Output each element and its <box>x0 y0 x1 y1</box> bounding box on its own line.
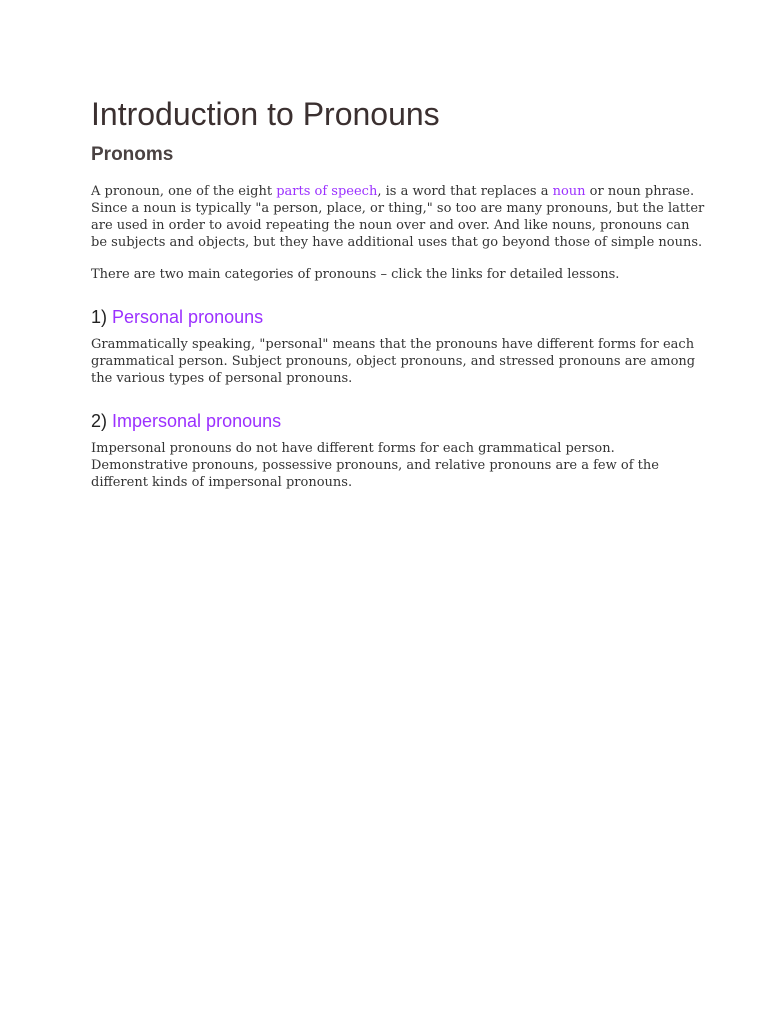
parts-of-speech-link[interactable]: parts of speech <box>276 184 378 199</box>
personal-line-3: the various types of personal pronouns. <box>91 371 353 386</box>
impersonal-pronouns-link[interactable]: Impersonal pronouns <box>112 411 282 431</box>
intro-paragraph <box>91 183 704 251</box>
intro-text: , is a word that replaces a <box>377 184 553 199</box>
intro-line-1 <box>91 183 704 200</box>
personal-line-1: Grammatically speaking, "personal" means that the pronouns have different forms for each <box>91 337 695 352</box>
section-heading-impersonal <box>91 409 281 433</box>
section-heading-personal <box>91 305 263 329</box>
personal-pronouns-paragraph <box>91 336 695 387</box>
impersonal-pronouns-paragraph <box>91 440 659 491</box>
categories-text: There are two main categories of pronouns – click the links for detailed lessons. <box>91 267 620 282</box>
section-number: 2) <box>91 411 113 431</box>
section-number: 1) <box>91 307 113 327</box>
categories-paragraph <box>91 266 619 283</box>
impersonal-line-2: Demonstrative pronouns, possessive pronouns, and relative pronouns are a few of the <box>91 458 659 473</box>
intro-line-4: be subjects and objects, but they have additional uses that go beyond those of simple nouns. <box>91 235 703 250</box>
intro-text: A pronoun, one of the eight <box>91 184 277 199</box>
personal-pronouns-link[interactable]: Personal pronouns <box>112 307 264 327</box>
page-title: Introduction to Pronouns <box>91 96 440 132</box>
impersonal-line-3: different kinds of impersonal pronouns. <box>91 475 353 490</box>
page-subtitle: Pronoms <box>91 144 174 165</box>
intro-line-3: are used in order to avoid repeating the noun over and over. And like nouns, pronouns can <box>91 218 690 233</box>
personal-line-2: grammatical person. Subject pronouns, object pronouns, and stressed pronouns are among <box>91 354 696 369</box>
intro-text: or noun phrase. <box>585 184 695 199</box>
noun-link[interactable]: noun <box>552 184 586 199</box>
intro-line-2: Since a noun is typically "a person, place, or thing," so too are many pronouns, but the latter <box>91 201 705 216</box>
impersonal-line-1: Impersonal pronouns do not have different forms for each grammatical person. <box>91 441 615 456</box>
